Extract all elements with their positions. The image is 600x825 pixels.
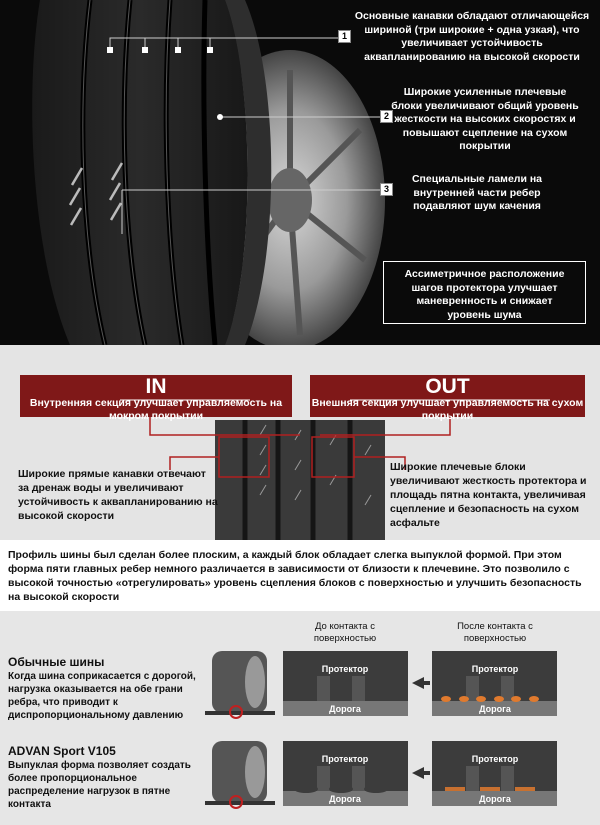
row1-road-label-before: Дорога [329, 704, 361, 714]
callout-3-text: Специальные ламели на внутренней части ребер подавляют шум качения [411, 173, 543, 212]
out-description: Широкие плечевые блоки увеличивают жесткость протектора и площадь пятна контакта, увеличивая сцепление и безопасность на сухом асфальте [390, 461, 587, 529]
callout-3-number: 3 [380, 183, 393, 196]
tread-strip [215, 420, 385, 540]
row2-arrow-icon [412, 767, 430, 779]
tire-features-section [0, 0, 600, 345]
hub [268, 168, 312, 232]
row2-road-label-before: Дорога [329, 794, 361, 804]
row1-tread-label-before: Протектор [321, 664, 369, 674]
profile-description: Профиль шины был сделан более плоским, а каждый блок обладает слегка выпуклой формой. При этом форма пяти главных ребер немного различается в зависимости от близости к плечевине. Это позволило с высокой точностью «отрегулировать» уровень сцепления блоков с поверхностью и улучшить безопасность на высокой скорости [8, 549, 582, 603]
row2-road-label-after: Дорога [479, 794, 511, 804]
in-out-section [0, 345, 600, 540]
tread [32, 0, 247, 345]
row1-description: Когда шина соприкасается с дорогой, нагрузка оказывается на обе грани ребра, что приводит к диспропорциональному давлению [8, 671, 196, 721]
row2-title: ADVAN Sport V105 [8, 744, 116, 758]
row1-road-label-after: Дорога [479, 704, 511, 714]
row2-tread-label-before: Протектор [321, 754, 369, 764]
row1-tire-icon [205, 651, 275, 718]
before-contact-label: До контакта с поверхностью [313, 621, 377, 644]
row2-description: Выпуклая форма позволяет создать более пропорциональное распределение нагрузок в пятне контакта [8, 760, 191, 810]
in-title: IN [145, 375, 167, 398]
row1-tread-label-after: Протектор [471, 664, 519, 674]
asymmetric-pattern-note: Ассиметричное расположение шагов протектора улучшает маневренность и снижает уровень шума [383, 261, 586, 324]
out-title: OUT [425, 375, 470, 398]
row2-tire-icon [205, 741, 275, 808]
callout-2-number: 2 [380, 110, 393, 123]
after-contact-label: После контакта с поверхностью [457, 621, 533, 644]
callout-1-text: Основные канавки обладают отличающейся шириной (три широкие + одна узкая), что увеличивает устойчивость аквапланированию на высокой скорости [354, 10, 590, 63]
contact-comparison-section [0, 611, 600, 825]
row1-title: Обычные шины [8, 655, 105, 669]
in-subtitle: Внутренняя секция улучшает управляемость на мокром покрытии [29, 397, 283, 422]
callout-1-number: 1 [338, 30, 351, 43]
callout-2-text: Широкие усиленные плечевые блоки увеличивают общий уровень жесткости на высоких скоростях и повышают сцепление на сухом покрытии [391, 86, 579, 152]
in-description: Широкие прямые канавки отвечают за дренаж воды и увеличивают устойчивость к аквапланированию на высокой скорости [18, 468, 218, 522]
row1-arrow-icon [412, 677, 430, 689]
out-subtitle: Внешняя секция улучшает управляемость на сухом покрытии [311, 397, 584, 422]
row2-tread-label-after: Протектор [471, 754, 519, 764]
